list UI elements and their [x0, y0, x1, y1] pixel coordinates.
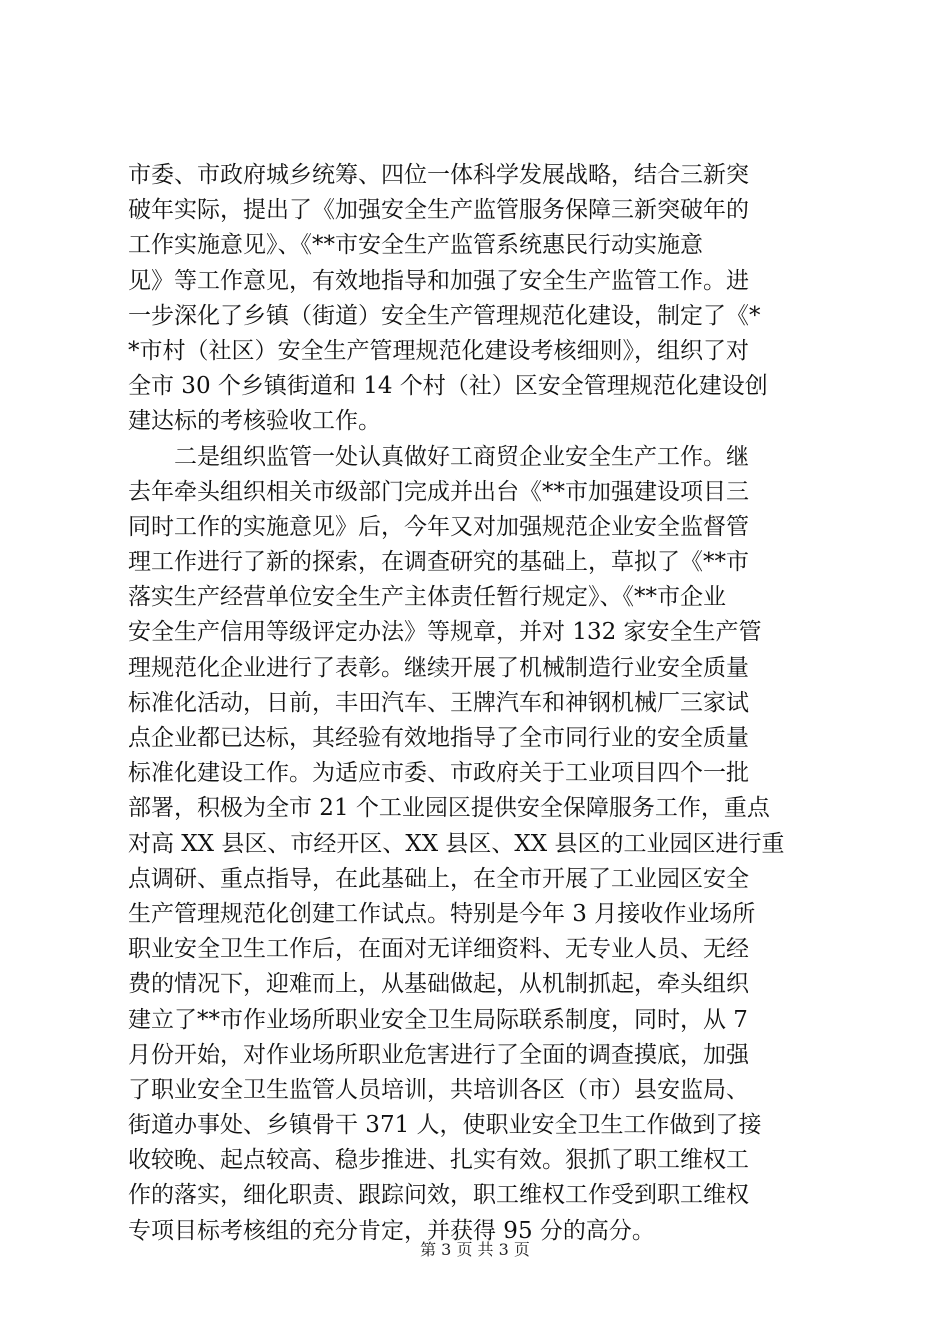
text-line: 全市 30 个乡镇街道和 14 个村（社）区安全管理规范化建设创: [128, 373, 768, 400]
text-line: 点企业都已达标，其经验有效地指导了全市同行业的安全质量: [128, 725, 749, 751]
text-line: 月份开始，对作业场所职业危害进行了全面的调查摸底，加强: [128, 1041, 749, 1068]
text-line: 破年实际，提出了《加强安全生产监管服务保障三新突破年的: [128, 197, 749, 224]
text-line: 标准化建设工作。为适应市委、市政府关于工业项目四个一批: [128, 760, 749, 787]
text-line: 去年牵头组织相关市级部门完成并出台《**市加强建设项目三: [128, 478, 749, 505]
text-line: 建达标的考核验收工作。: [128, 408, 381, 435]
text-line: 一步深化了乡镇（街道）安全生产管理规范化建设，制定了《*: [128, 302, 761, 329]
text-line: 生产管理规范化创建工作试点。特别是今年 3 月接收作业场所: [128, 900, 756, 927]
text-line: 作的落实，细化职责、跟踪问效，职工维权工作受到职工维权: [128, 1182, 749, 1209]
text-line: 收较晚、起点较高、稳步推进、扎实有效。狠抓了职工维权工: [128, 1147, 749, 1174]
text-line: 部署，积极为全市 21 个工业园区提供安全保障服务工作，重点: [128, 795, 770, 822]
text-line: 建立了**市作业场所职业安全卫生局际联系制度，同时，从 7: [128, 1006, 748, 1033]
text-line: 理规范化企业进行了表彰。继续开展了机械制造行业安全质量: [128, 654, 749, 681]
page-number: 第 3 页 共 3 页: [420, 1240, 530, 1259]
text-line: 了职业安全卫生监管人员培训，共培训各区（市）县安监局、: [128, 1076, 749, 1103]
text-line: 二是组织监管一处认真做好工商贸企业安全生产工作。继: [174, 443, 749, 470]
text-line: 标准化活动，日前，丰田汽车、王牌汽车和神钢机械厂三家试: [128, 689, 749, 716]
text-line: 工作实施意见》、《**市安全生产监管系统惠民行动实施意: [128, 232, 703, 259]
text-line: 街道办事处、乡镇骨干 371 人，使职业安全卫生工作做到了接: [128, 1112, 762, 1139]
text-line: 安全生产信用等级评定办法》等规章，并对 132 家安全生产管: [128, 619, 762, 646]
page-footer: [0, 1240, 950, 1260]
text-line: 市委、市政府城乡统筹、四位一体科学发展战略，结合三新突: [128, 162, 749, 188]
paragraph-2: [128, 440, 828, 1249]
text-line: 同时工作的实施意见》后，今年又对加强规范企业安全监督管: [128, 513, 749, 540]
text-line: 专项目标考核组的充分肯定，并获得 95 分的高分。: [128, 1217, 655, 1244]
text-line: 职业安全卫生工作后，在面对无详细资料、无专业人员、无经: [128, 936, 749, 963]
text-line: 落实生产经营单位安全生产主体责任暂行规定》、《**市企业: [128, 584, 726, 611]
text-line: 对高 XX 县区、市经开区、XX 县区、XX 县区的工业园区进行重: [128, 830, 785, 857]
text-line: 见》等工作意见，有效地指导和加强了安全生产监管工作。进: [128, 267, 749, 294]
text-line: 理工作进行了新的探索，在调查研究的基础上，草拟了《**市: [128, 549, 749, 576]
document-body: [128, 158, 828, 1249]
text-line: 点调研、重点指导，在此基础上，在全市开展了工业园区安全: [128, 865, 749, 892]
paragraph-1: [128, 158, 828, 440]
text-line: 费的情况下，迎难而上，从基础做起，从机制抓起，牵头组织: [128, 971, 749, 998]
text-line: *市村（社区）安全生产管理规范化建设考核细则》，组织了对: [128, 337, 749, 364]
